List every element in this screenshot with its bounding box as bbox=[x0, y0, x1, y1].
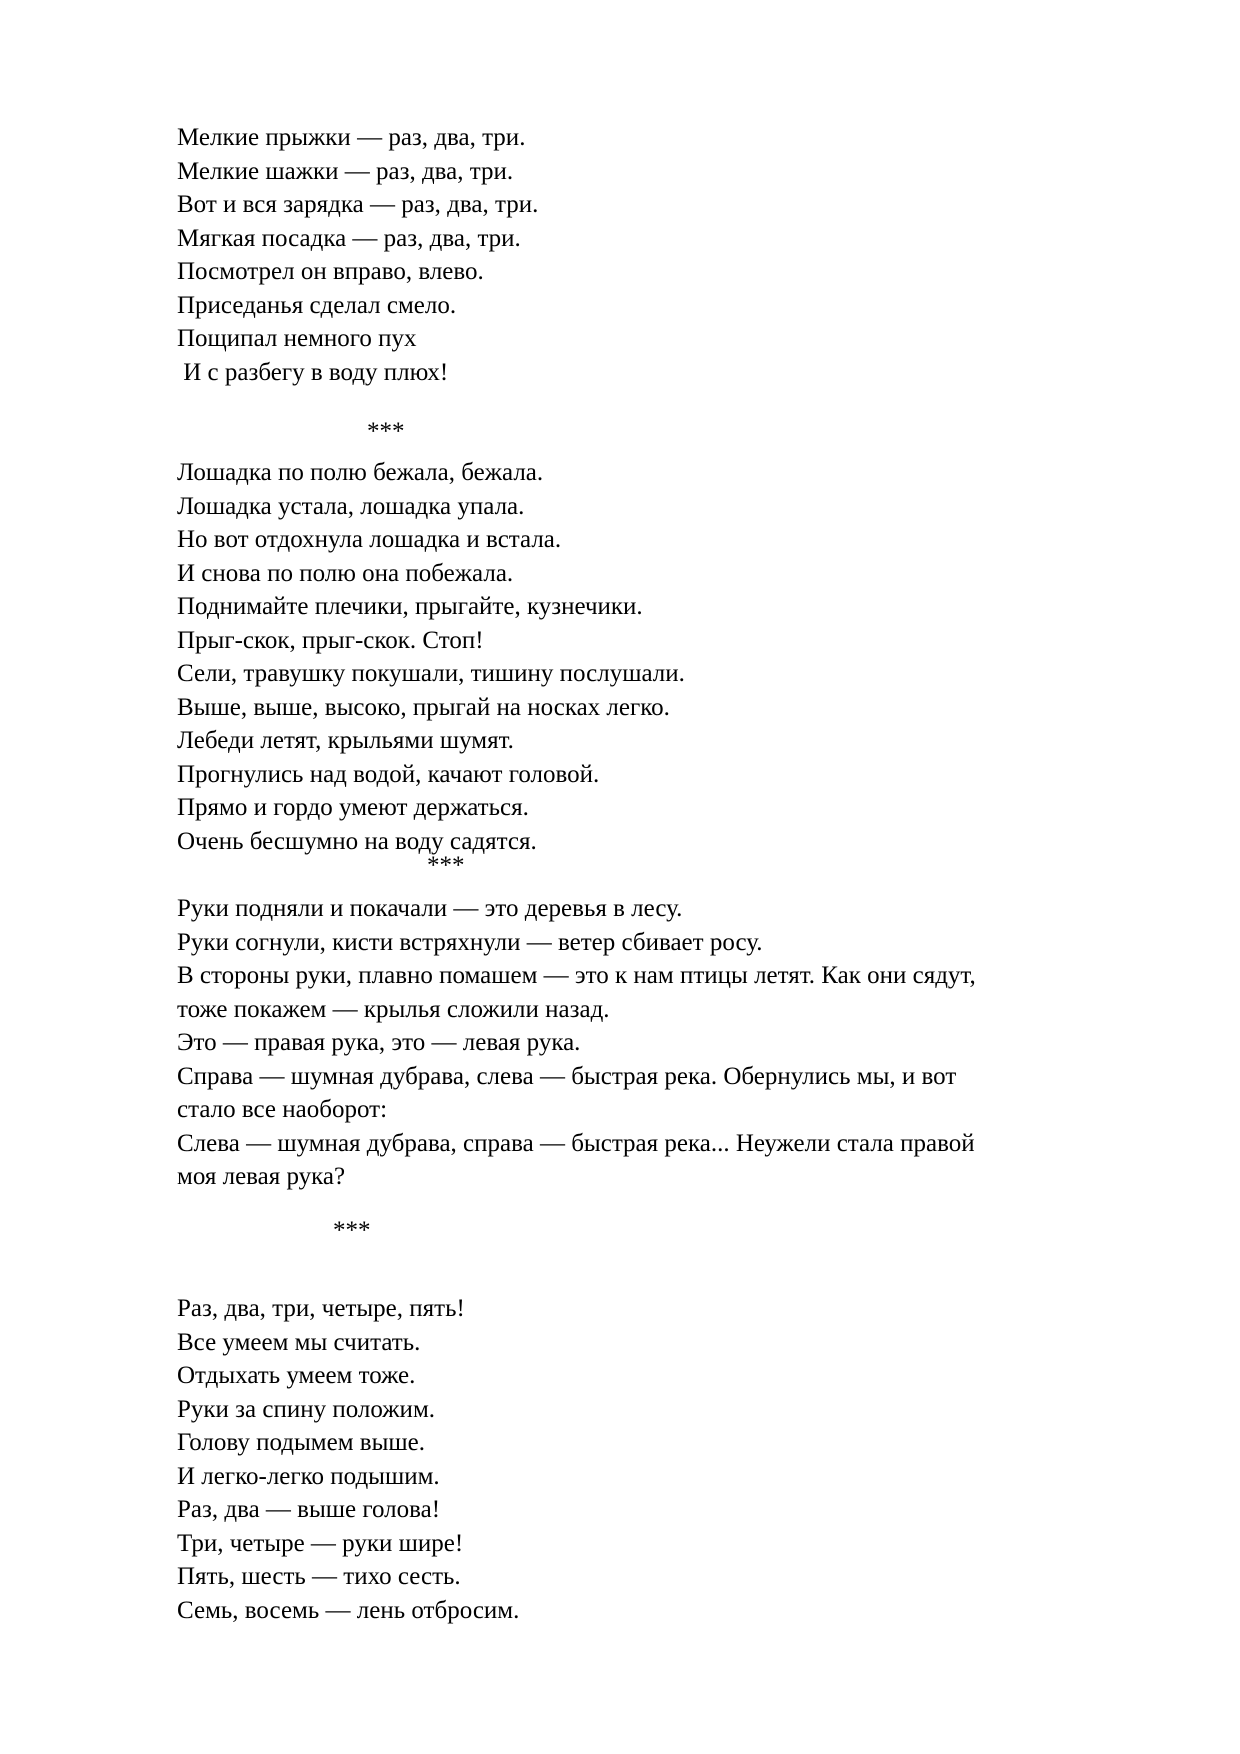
poem-line: Слева — шумная дубрава, справа — быстрая река... Неужели стала правой bbox=[177, 1129, 975, 1157]
poem-line: Посмотрел он вправо, влево. bbox=[177, 258, 484, 285]
poem-line: Все умеем мы считать. bbox=[177, 1328, 421, 1356]
poem-block-3 bbox=[177, 892, 1137, 1194]
section-separator: *** bbox=[367, 418, 405, 445]
poem-line: Лошадка по полю бежала, бежала. bbox=[177, 459, 544, 486]
poem-line: Это — правая рука, это — левая рука. bbox=[177, 1029, 581, 1056]
poem-line: Раз, два, три, четыре, пять! bbox=[177, 1295, 465, 1322]
poem-line: Прогнулись над водой, качают головой. bbox=[177, 760, 600, 788]
poem-line: Семь, восемь — лень отбросим. bbox=[177, 1596, 520, 1624]
poem-line: Очень бесшумно на воду садятся. bbox=[177, 827, 537, 855]
poem-line: Сели, травушку покушали, тишину послушали. bbox=[177, 660, 685, 687]
poem-line: Пощипал немного пух bbox=[177, 325, 417, 352]
poem-line: Лошадка устала, лошадка упала. bbox=[177, 492, 525, 520]
poem-line: Руки подняли и покачали — это деревья в лесу. bbox=[177, 895, 683, 922]
poem-line: Но вот отдохнула лошадка и встала. bbox=[177, 526, 562, 553]
poem-line: Приседанья сделал смело. bbox=[177, 291, 457, 319]
poem-line: Поднимайте плечики, прыгайте, кузнечики. bbox=[177, 593, 643, 620]
poem-line: Вот и вся зарядка — раз, два, три. bbox=[177, 191, 539, 218]
poem-line: Мелкие прыжки — раз, два, три. bbox=[177, 124, 526, 151]
poem-line: Справа — шумная дубрава, слева — быстрая река. Обернулись мы, и вот bbox=[177, 1062, 957, 1090]
poem-line: моя левая рука? bbox=[177, 1163, 346, 1190]
poem-block-2 bbox=[177, 456, 1137, 858]
poem-line: Руки согнули, кисти встряхнули — ветер сбивает росу. bbox=[177, 928, 763, 956]
poem-line: Отдыхать умеем тоже. bbox=[177, 1362, 416, 1389]
poem-line: Голову подымем выше. bbox=[177, 1429, 425, 1456]
poem-line: И легко-легко подышим. bbox=[177, 1462, 440, 1490]
section-separator: *** bbox=[333, 1217, 371, 1244]
poem-line: В стороны руки, плавно помашем — это к нам птицы летят. Как они сядут, bbox=[177, 962, 976, 989]
poem-line: Прямо и гордо умеют держаться. bbox=[177, 794, 529, 821]
poem-line: стало все наоборот: bbox=[177, 1096, 388, 1123]
poem-line: Три, четыре — руки шире! bbox=[177, 1529, 464, 1557]
poem-line: Мелкие шажки — раз, два, три. bbox=[177, 157, 514, 185]
poem-line: Выше, выше, высоко, прыгай на носках легко. bbox=[177, 693, 670, 721]
section-separator: *** bbox=[427, 852, 465, 879]
poem-block-4 bbox=[177, 1292, 1137, 1627]
poem-line: Раз, два — выше голова! bbox=[177, 1496, 441, 1523]
poem-line: Прыг-скок, прыг-скок. Стоп! bbox=[177, 626, 484, 654]
poem-line: Руки за спину положим. bbox=[177, 1395, 436, 1423]
poem-block-1 bbox=[177, 121, 1137, 389]
poem-line: Лебеди летят, крыльями шумят. bbox=[177, 727, 514, 754]
poem-line: И с разбегу в воду плюх! bbox=[177, 358, 449, 386]
poem-line: тоже покажем — крылья сложили назад. bbox=[177, 995, 610, 1023]
poem-line: Пять, шесть — тихо сесть. bbox=[177, 1563, 461, 1590]
poem-line: Мягкая посадка — раз, два, три. bbox=[177, 224, 521, 252]
poem-line: И снова по полю она побежала. bbox=[177, 559, 514, 587]
